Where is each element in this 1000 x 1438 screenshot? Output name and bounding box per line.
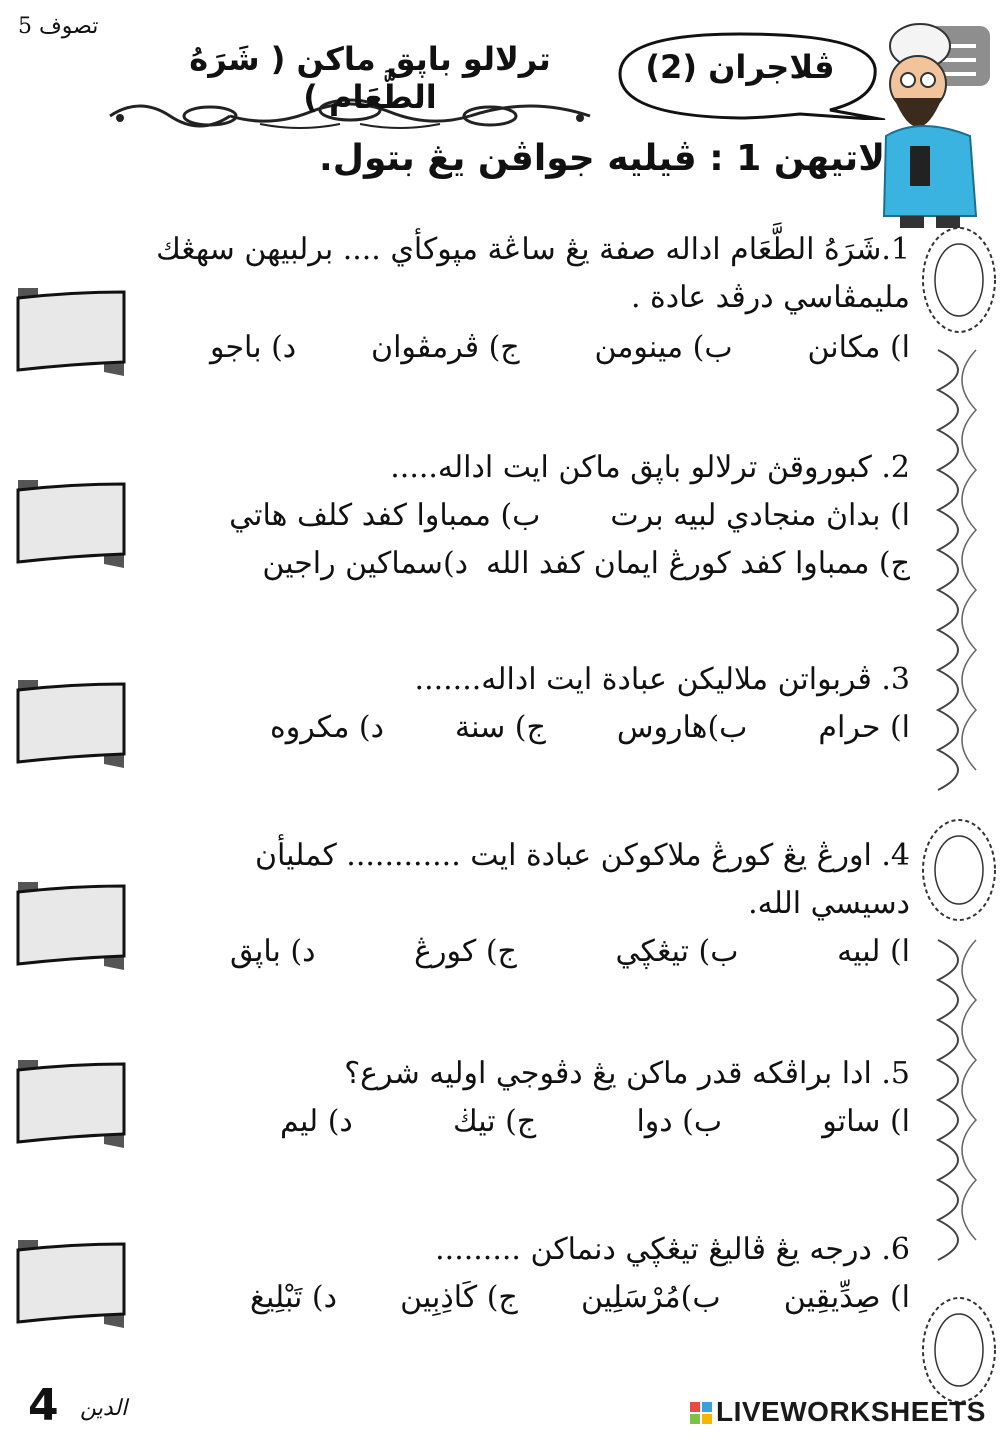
question-4-text-line-2: دسيسي الله.: [748, 886, 910, 921]
question-1-text-line-2: مليمڤاسي درڤد عادة .: [630, 280, 910, 315]
option-a: ا) بداڽ منجادي لبيه برت: [610, 498, 910, 533]
calligraphy-border: [918, 220, 1000, 1420]
question-6: [160, 1226, 910, 1322]
option-d: د) باجو: [210, 330, 297, 365]
question-2-text-line-1: 2. كبوروقڽ ترلالو باپق ماكن ايت اداله.....: [390, 450, 910, 485]
option-d: د) مكروه: [270, 710, 384, 745]
page-number: 4: [28, 1380, 59, 1431]
question-5: [160, 1050, 910, 1146]
exercise-instruction: لاتيهن 1 : ڤيليه جواڤن يڠ بتول.: [319, 138, 885, 179]
question-3: [160, 656, 910, 752]
option-c: ج) كَاذِبِين: [400, 1280, 518, 1315]
option-c: ج) ممباوا كفد كورڠ ايمان كفد الله: [486, 546, 910, 581]
option-b: ب) تيڠڮي: [615, 934, 739, 969]
question-1-text-line-1: 1.شَرَهُ الطَّعَام اداله صفة يڠ ساڠة مپوكأي .... برلبيهن سهڠك: [156, 232, 910, 267]
option-d: د) تَبْلِيغ: [250, 1280, 337, 1315]
option-a: ا) ساتو: [822, 1104, 910, 1139]
question-6-options: [250, 1274, 910, 1322]
worksheet-title: ترلالو باپق ماكن ( شَرَهُ الطَّعَام ): [189, 40, 551, 116]
option-b: ب)مُرْسَلِين: [581, 1280, 721, 1315]
question-3-options: [270, 704, 910, 752]
question-1-options: [210, 324, 910, 372]
liveworksheets-logo: LIVEWORKSHEETS: [716, 1396, 986, 1427]
question-1: [156, 226, 910, 372]
option-c: ج) كورڠ: [414, 934, 517, 969]
answer-box-4[interactable]: [12, 878, 130, 970]
option-b: ب)هاروس: [616, 710, 748, 745]
option-c: ج) تيڬ: [452, 1104, 537, 1139]
answer-box-2[interactable]: [12, 476, 130, 568]
option-b: ب) مينومن: [594, 330, 733, 365]
option-c: ج) ڤرمڤوان: [371, 330, 520, 365]
question-4-options: [230, 928, 910, 976]
answer-box-5[interactable]: [12, 1056, 130, 1148]
question-6-text-line-1: 6. درجه يڠ ڤاليڠ تيڠڮي دنماكن .........: [435, 1232, 910, 1267]
option-a: ا) لبيه: [837, 934, 910, 969]
option-b: ب) دوا: [636, 1104, 723, 1139]
option-c: ج) سنة: [455, 710, 546, 745]
question-2-options-row-1: [160, 492, 910, 540]
question-3-text-line-1: 3. ڤربواتن ملاليكن عبادة ايت اداله.......: [414, 662, 910, 697]
option-b: ب) ممباوا كفد كلف هاتي: [229, 498, 541, 533]
question-5-options: [280, 1098, 910, 1146]
question-4-text-line-1: 4. اورڠ يڠ كورڠ ملاكوكن عبادة ايت ............ كمليأن: [254, 838, 910, 873]
lesson-label: ڤلاجران (2): [645, 48, 835, 86]
answer-box-1[interactable]: [12, 284, 130, 376]
question-5-text-line-1: 5. ادا براڤكه قدر ماكن يڠ دڤوجي اوليه شرع؟: [344, 1056, 910, 1091]
answer-box-6[interactable]: [12, 1236, 130, 1328]
corner-label: تصوف 5: [18, 14, 99, 39]
option-d: د) باپق: [230, 934, 316, 969]
subject-label: الدين: [80, 1396, 128, 1421]
option-d: د)سماكين راجين: [262, 546, 469, 581]
answer-box-3[interactable]: [12, 676, 130, 768]
question-2: [160, 444, 910, 588]
option-a: ا) مكانن: [807, 330, 910, 365]
option-a: ا) صِدِّيقِين: [783, 1280, 910, 1315]
question-4: [160, 832, 910, 976]
option-d: د) ليم: [280, 1104, 353, 1139]
teacher-cartoon-icon: [880, 6, 998, 230]
question-2-options-row-2: [160, 540, 910, 588]
option-a: ا) حرام: [818, 710, 910, 745]
liveworksheets-logo-icon: [690, 1402, 712, 1424]
